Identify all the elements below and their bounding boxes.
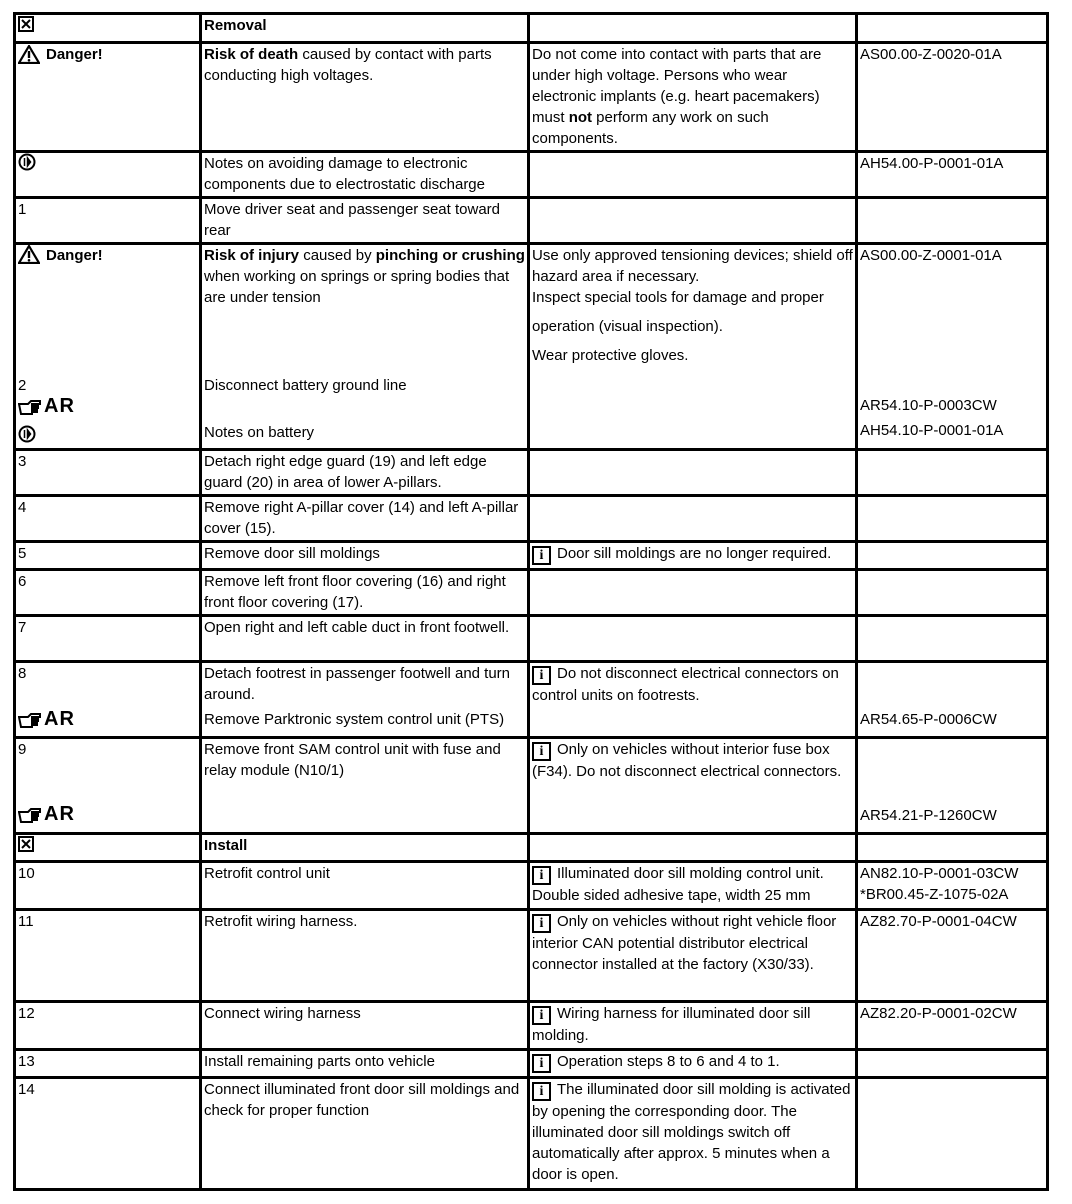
ar-reference-icon: AR [18, 804, 75, 825]
table-row: 3 Detach right edge guard (19) and left edge guard (20) in area of lower A-pillars. [15, 450, 1048, 496]
pointing-hand-icon [18, 807, 42, 823]
ref-link[interactable]: AR54.21-P-1260CW [860, 807, 997, 824]
procedure-table [13, 12, 1049, 1191]
pointing-hand-icon [18, 399, 42, 415]
table-row: 10 Retrofit control unit i Illuminated door sill molding control unit. Double sided adhesive tape, width 25 mm AN82.10-P-0001-03CW *BR00.45-Z-1075-02A [15, 862, 1048, 910]
table-row: 8 AR Detach footrest in passenger footwell and turn around. Remove Parktronic system control unit (PTS) i Do not disconnect electrical connectors on control units on footrests. AR54.65-P-0006CW [15, 662, 1048, 738]
table-row: 5 Remove door sill moldings i Door sill moldings are no longer required. [15, 542, 1048, 570]
warning-triangle-icon [18, 245, 40, 264]
section-tools-icon [18, 836, 34, 852]
pointing-hand-icon [18, 712, 42, 728]
danger-warning: Danger! [18, 44, 103, 65]
info-icon: i [532, 546, 551, 565]
section-tools-icon [18, 16, 34, 32]
ref-link[interactable]: AR54.10-P-0003CW [860, 397, 997, 414]
ref-link[interactable]: AR54.65-P-0006CW [860, 711, 997, 728]
info-icon: i [532, 666, 551, 685]
note-circle-icon [18, 425, 36, 443]
info-icon: i [532, 1054, 551, 1073]
table-row: 1 Move driver seat and passenger seat toward rear [15, 198, 1048, 244]
table-row: 6 Remove left front floor covering (16) and right front floor covering (17). [15, 570, 1048, 616]
ref-link[interactable]: AS00.00-Z-0020-01A [857, 43, 1048, 152]
info-icon: i [532, 914, 551, 933]
info-icon: i [532, 1006, 551, 1025]
table-row: 13 Install remaining parts onto vehicle i Operation steps 8 to 6 and 4 to 1. [15, 1050, 1048, 1078]
section-row-removal [15, 14, 1048, 43]
info-icon: i [532, 1082, 551, 1101]
table-row: 7 Open right and left cable duct in front footwell. [15, 616, 1048, 662]
info-icon: i [532, 742, 551, 761]
section-row-install [15, 834, 1048, 862]
table-row: 9 AR Remove front SAM control unit with fuse and relay module (N10/1) i Only on vehicles without interior fuse box (F34). Do not disconnect electrical connectors. AR54.21-P-1260CW [15, 738, 1048, 834]
ref-link[interactable]: AH54.00-P-0001-01A [857, 152, 1048, 198]
table-row: 11 Retrofit wiring harness. i Only on vehicles without right vehicle floor interior CAN potential distributor electrical connector installed at the factory (X30/33). AZ82.70-P-0001-04CW [15, 910, 1048, 1002]
table-row: 12 Connect wiring harness i Wiring harness for illuminated door sill molding. AZ82.20-P-0001-02CW [15, 1002, 1048, 1050]
ref-link[interactable]: AH54.10-P-0001-01A [860, 422, 1004, 439]
ar-reference-icon: AR [18, 709, 75, 730]
danger-warning: Danger! [18, 245, 197, 375]
warning-triangle-icon [18, 45, 40, 64]
section-title-removal: Removal [201, 14, 529, 43]
note-circle-icon [18, 153, 36, 171]
section-title-install: Install [201, 834, 529, 862]
ref-link[interactable]: AS00.00-Z-0001-01A [860, 247, 1002, 264]
table-row: 14 Connect illuminated front door sill moldings and check for proper function i The illuminated door sill molding is activated by opening the corresponding door. The illuminated door sill moldings switch off automatically after approx. 5 minutes when a door is open. [15, 1078, 1048, 1190]
ref-link[interactable]: AN82.10-P-0001-03CW [860, 865, 1019, 882]
info-icon: i [532, 866, 551, 885]
ref-link[interactable]: AZ82.20-P-0001-02CW [857, 1002, 1048, 1050]
table-row: Notes on avoiding damage to electronic components due to electrostatic discharge AH54.00-P-0001-01A [15, 152, 1048, 198]
table-row: Danger! 2 AR Risk of injury caused by pinching or crushing when working on springs or spring bodies that are under tension Disconnect battery ground line Notes on battery Use only approved tensioning devices; shield off hazard area if necessary. Inspect special tools for damage and proper operation (visual inspection). Wear protective gloves. AS00.00-Z-0001-01A AR54.10-P-0003CW AH54.10-P-0001-01A [15, 244, 1048, 450]
table-row: 4 Remove right A-pillar cover (14) and left A-pillar cover (15). [15, 496, 1048, 542]
ar-reference-icon: AR [18, 396, 75, 417]
ref-link[interactable]: AZ82.70-P-0001-04CW [857, 910, 1048, 1002]
ref-link[interactable]: *BR00.45-Z-1075-02A [860, 886, 1009, 903]
table-row: Danger! Risk of death caused by contact with parts conducting high voltages. Do not come into contact with parts that are under high voltage. Persons who wear electronic implants (e.g. heart pacemakers) must not perform any work on such components. AS00.00-Z-0020-01A [15, 43, 1048, 152]
